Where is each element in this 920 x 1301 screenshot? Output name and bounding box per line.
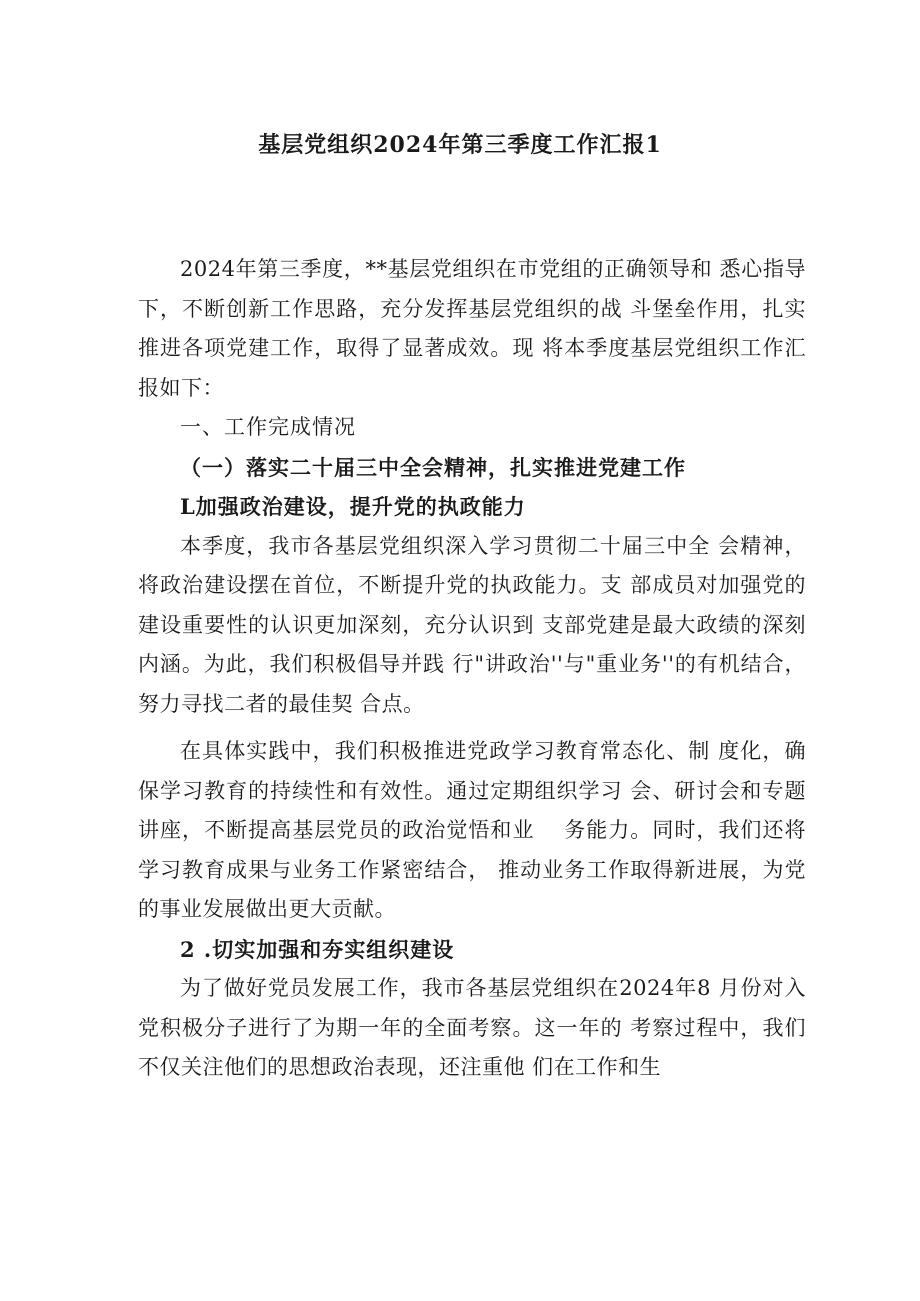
political-paragraph-2: 在具体实践中，我们积极推进党政学习教育常态化、制 度化，确保学习教育的持续性和有效性。通过定期组织学习 会、研讨会和专题讲座，不断提高基层党员的政治觉悟和业 务能力。同时，我们还将学习教育成果与业务工作紧密结合， 推动业务工作取得新进展，为党的事业发展做出更大贡献。 xyxy=(138,739,806,921)
organization-paragraph-1: 为了做好党员发展工作，我市各基层党组织在2024年8 月份对入党积极分子进行了为期一年的全面考察。这一年的 考察过程中，我们不仅关注他们的思想政治表现，还注重他 们在工作和生 xyxy=(138,976,806,1079)
subsection-heading: （一）落实二十届三中全会精神，扎实推进党建工作 xyxy=(180,454,686,480)
item-heading-organization: 2 .切实加强和夯实组织建设 xyxy=(180,936,455,962)
political-paragraph-1: 本季度，我市各基层党组织深入学习贯彻二十届三中全 会精神，将政治建设摆在首位，不断提升党的执政能力。支 部成员对加强党的建设重要性的认识更加深刻，充分认识到 支部党建是最大政绩的深刻内涵。为此，我们积极倡导并践 行"讲政治''与"重业务''的有机结合，努力寻找二者的最佳契 合点。 xyxy=(138,533,806,716)
item-heading-political: L加强政治建设，提升党的执政能力 xyxy=(180,494,526,519)
paragraph-gap xyxy=(138,724,806,732)
intro-paragraph: 2024年第三季度，**基层党组织在市党组的正确领导和 悉心指导下，不断创新工作思路，充分发挥基层党组织的战 斗堡垒作用，扎实推进各项党建工作，取得了显著成效。现 将本季度基层党组织工作汇报如下： xyxy=(138,257,806,400)
section-heading: 一、工作完成情况 xyxy=(180,415,356,439)
document-title: 基层党组织2024年第三季度工作汇报1 xyxy=(258,132,662,158)
document-body xyxy=(138,250,806,1088)
